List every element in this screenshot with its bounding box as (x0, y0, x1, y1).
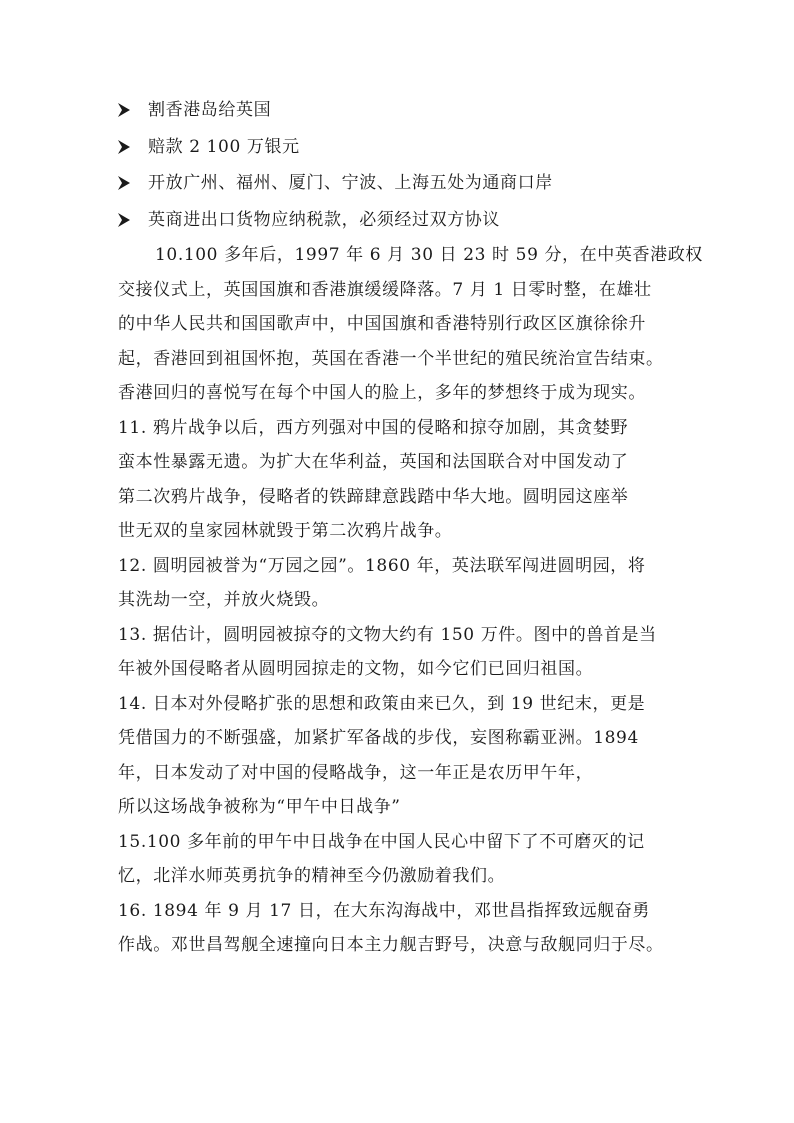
arrowhead-bullet-icon (118, 213, 130, 227)
document-body (118, 92, 703, 963)
paragraph-14 (118, 687, 678, 825)
paragraph-line: 忆，北洋水师英勇抗争的精神至今仍激励着我们。 (118, 866, 506, 886)
paragraph-line: 其洗劫一空，并放火烧毁。 (118, 590, 330, 610)
arrowhead-bullet-icon (118, 176, 130, 190)
bullet-item (118, 92, 678, 129)
paragraph-line: 的中华人民共和国国歌声中，中国国旗和香港特别行政区区旗徐徐升 (118, 314, 646, 334)
paragraph-line: 16. 1894 年 9 月 17 日，在大东沟海战中，邓世昌指挥致远舰奋勇 (118, 900, 650, 921)
paragraph-line: 11. 鸦片战争以后，西方列强对中国的侵略和掠夺加剧，其贪婪野 (118, 417, 629, 438)
paragraph-line: 年被外国侵略者从圆明园掠走的文物，如今它们已回归祖国。 (118, 659, 594, 679)
paragraph-12 (118, 549, 678, 618)
bullet-item (118, 165, 678, 202)
paragraph-line: 凭借国力的不断强盛，加紧扩军备战的步伐，妄图称霸亚洲。1894 (118, 728, 639, 748)
paragraph-line: 15.100 多年前的甲午中日战争在中国人民心中留下了不可磨灭的记 (118, 831, 645, 852)
paragraph-line: 年，日本发动了对中国的侵略战争，这一年正是农历甲午年， (118, 762, 594, 783)
bullet-item (118, 202, 678, 239)
paragraph-13 (118, 618, 678, 687)
bullet-item (118, 129, 678, 166)
paragraph-line: 交接仪式上，英国国旗和香港旗缓缓降落。7 月 1 日零时整，在雄壮 (118, 279, 652, 300)
paragraph-11 (118, 411, 678, 549)
paragraph-line: 12. 圆明园被誉为“万园之园”。1860 年，英法联军闯进圆明园，将 (118, 555, 646, 576)
bullet-text: 开放广州、福州、厦门、宁波、上海五处为通商口岸 (148, 173, 553, 193)
paragraph-line: 蛮本性暴露无遗。为扩大在华利益，英国和法国联合对中国发动了 (118, 452, 629, 472)
paragraph-line: 第二次鸦片战争，侵略者的铁蹄肆意践踏中华大地。圆明园这座举 (118, 486, 629, 507)
paragraph-16 (118, 894, 678, 963)
paragraph-line: 起，香港回到祖国怀抱，英国在香港一个半世纪的殖民统治宣告结束。 (118, 348, 664, 369)
bullet-text: 割香港岛给英国 (148, 100, 272, 120)
paragraph-line: 香港回归的喜悦写在每个中国人的脸上，多年的梦想终于成为现实。 (118, 383, 646, 403)
bullet-text: 赔款 2 100 万银元 (148, 136, 300, 157)
paragraph-10 (118, 238, 703, 411)
arrowhead-bullet-icon (118, 103, 130, 117)
paragraph-15 (118, 825, 678, 894)
paragraph-line: 所以这场战争被称为“甲午中日战争” (118, 797, 401, 817)
paragraph-line: 世无双的皇家园林就毁于第二次鸦片战争。 (118, 521, 453, 541)
paragraph-line: 13. 据估计，圆明园被掠夺的文物大约有 150 万件。图中的兽首是当 (118, 624, 657, 645)
bullet-text: 英商进出口货物应纳税款，必须经过双方协议 (148, 209, 500, 230)
paragraph-line: 作战。邓世昌驾舰全速撞向日本主力舰吉野号，决意与敌舰同归于尽。 (118, 935, 664, 955)
paragraph-line: 14. 日本对外侵略扩张的思想和政策由来已久，到 19 世纪末，更是 (118, 693, 646, 714)
arrowhead-bullet-icon (118, 140, 130, 154)
paragraph-line: 10.100 多年后，1997 年 6 月 30 日 23 时 59 分，在中英香港政权 (155, 245, 703, 265)
